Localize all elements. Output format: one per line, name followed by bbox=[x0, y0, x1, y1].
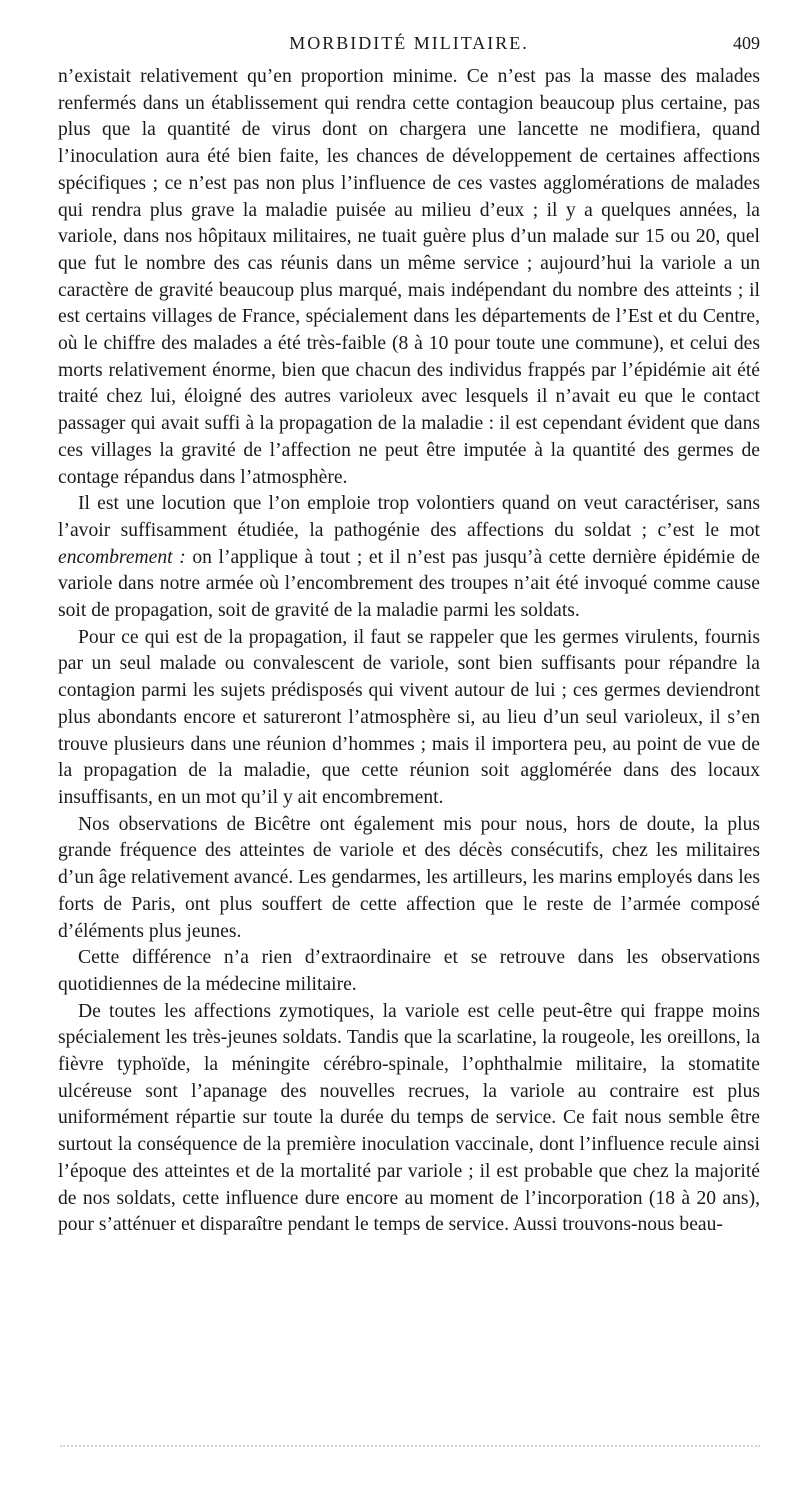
bleed-through-marks bbox=[60, 1445, 760, 1453]
body-text bbox=[58, 64, 760, 1239]
paragraph-text: Pour ce qui est de la propagation, il faut se rappeler que les germes virulents, fournis par un seul malade ou convalescent de variole, sont bien suffisants pour répandre la contagion parmi les sujets prédisposés qui vivent autour de lui ; ces germes deviendront plus abondants encore et satureront l’atmosphère si, au lieu d’un seul varioleux, il s’en trouve plusieurs dans une réunion d’hommes ; mais il importera peu, au point de vue de la propagation de la maladie, que cette réunion soit agglomérée dans des locaux insuffisants, en un mot qu’il y ait encombrement. bbox=[58, 626, 760, 808]
paragraph bbox=[58, 945, 760, 998]
paragraph bbox=[58, 64, 760, 491]
paragraph bbox=[58, 999, 760, 1239]
paragraph bbox=[58, 812, 760, 946]
book-page bbox=[58, 30, 760, 1239]
italic-term: encombrement : bbox=[58, 546, 186, 568]
running-title: MORBIDITÉ MILITAIRE. bbox=[289, 33, 529, 53]
page-number: 409 bbox=[733, 33, 760, 53]
paragraph-text: Cette différence n’a rien d’extraordinaire et se retrouve dans les observations quotidiennes de la médecine militaire. bbox=[58, 947, 760, 995]
paragraph-text: n’existait relativement qu’en proportion minime. Ce n’est pas la masse des malades renfermés dans un établissement qui rendra cette contagion beaucoup plus certaine, pas plus que la quantité de virus dont on chargera une lancette ne modifiera, quand l’inoculation aura été bien faite, les chances de développement de certaines affections spécifiques ; ce n’est pas non plus l’influence de ces vastes agglomérations de malades qui rendra plus grave la maladie puisée au milieu d’eux ; il y a quelques années, la variole, dans nos hôpitaux militaires, ne tuait guère plus d’un malade sur 15 ou 20, quel que fut le nombre des cas réunis dans un même service ; aujourd’hui la variole a un caractère de gravité beaucoup plus marqué, mais indépendant du nombre des atteints ; il est certains villages de France, spécialement dans les départements de l’Est et du Centre, où le chiffre des malades a été très-faible (8 à 10 pour toute une commune), et celui des morts relativement énorme, bien que chacun des individus frappés par l’épidémie ait été traité chez lui, éloigné des autres varioleux avec lesquels il n’avait eu que le contact passager qui avait suffi à la propagation de la maladie : il est cependant évident que dans ces villages la gravité de l’affection ne peut être imputée à la quantité des germes de contage répandus dans l’atmosphère. bbox=[58, 66, 760, 488]
paragraph bbox=[58, 625, 760, 812]
paragraph-text: De toutes les affections zymotiques, la variole est celle peut-être qui frappe moins spécialement les très-jeunes soldats. Tandis que la scarlatine, la rougeole, les oreillons, la fièvre typhoïde, la méningite cérébro-spinale, l’ophthalmie militaire, la stomatite ulcéreuse sont l’apanage des nouvelles recrues, la variole au contraire est plus uniformément répartie sur toute la durée du temps de service. Ce fait nous semble être surtout la conséquence de la première inoculation vaccinale, dont l’influence recule ainsi l’époque des atteintes et de la mortalité par variole ; il est probable que chez la majorité de nos soldats, cette influence dure encore au moment de l’incorporation (18 à 20 ans), pour s’atténuer et disparaître pendant le temps de service. Aussi trouvons-nous beau- bbox=[58, 1000, 760, 1236]
paragraph-text: Nos observations de Bicêtre ont également mis pour nous, hors de doute, la plus grande fréquence des atteintes de variole et des décès consécutifs, chez les militaires d’un âge relativement avancé. Les gendarmes, les artilleurs, les marins employés dans les forts de Paris, ont plus souffert de cette affection que le reste de l’armée composé d’éléments plus jeunes. bbox=[58, 813, 760, 942]
running-header bbox=[58, 30, 760, 56]
paragraph-text: Il est une locution que l’on emploie trop volontiers quand on veut caractériser, sans l’avoir suffisamment étudiée, la pathogénie des affections du soldat ; c’est le mot bbox=[58, 493, 760, 541]
paragraph bbox=[58, 491, 760, 625]
paragraph-text: on l’applique à tout ; et il n’est pas jusqu’à cette dernière épidémie de variole dans notre armée où l’encombrement des troupes n’ait été invoqué comme cause soit de propagation, soit de gravité de la maladie parmi les soldats. bbox=[58, 546, 760, 622]
